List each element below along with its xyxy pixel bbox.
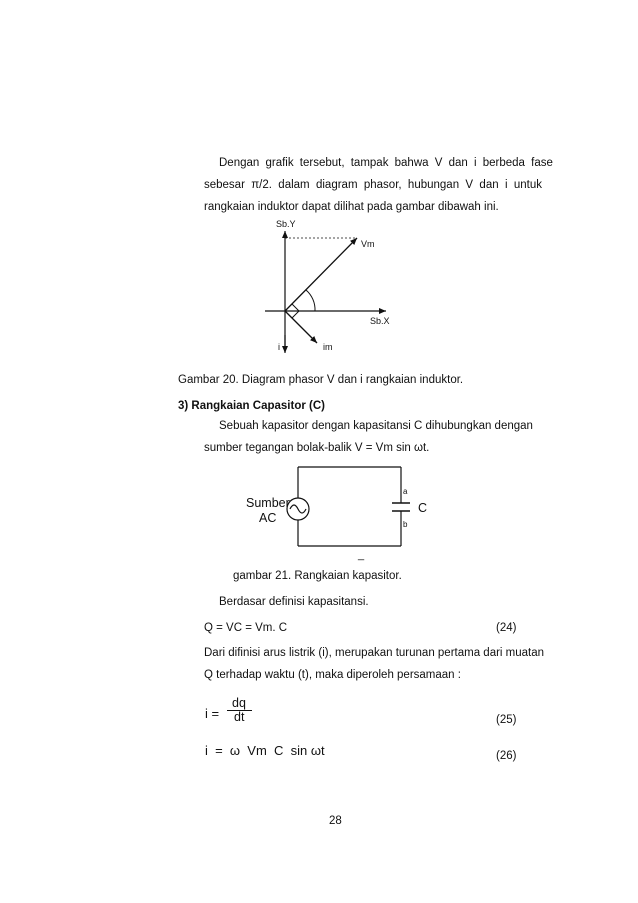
equation24: Q = VC = Vm. C — [204, 622, 288, 634]
paragraph1-line2: sebesar π/2. dalam diagram phasor, hubungan V dan i untuk — [204, 179, 542, 191]
equation24-number: (24) — [496, 622, 517, 634]
y-axis-label: Sb.Y — [276, 219, 296, 229]
paragraph1-line3: rangkaian induktor dapat dilihat pada gambar dibawah ini. — [204, 201, 499, 213]
equation25-number: (25) — [496, 714, 517, 726]
minus-sign: _ — [358, 549, 365, 561]
equation25-denominator: dt — [234, 710, 245, 724]
equation26-number: (26) — [496, 750, 517, 762]
source-label-1: Sumber — [246, 496, 290, 510]
plate-b-label: b — [403, 520, 408, 529]
paragraph4-line1: Dari difinisi arus listrik (i), merupakan turunan pertama dari muatan — [204, 647, 545, 659]
section-heading: 3) Rangkaian Capasitor (C) — [178, 400, 325, 412]
im-label: im — [323, 342, 333, 352]
page-number: 28 — [329, 815, 342, 827]
vm-label: Vm — [361, 239, 375, 249]
paragraph4-line2: Q terhadap waktu (t), maka diperoleh persamaan : — [204, 669, 461, 681]
x-axis-label: Sb.X — [370, 316, 390, 326]
paragraph2-line1: Sebuah kapasitor dengan kapasitansi C dihubungkan dengan — [219, 420, 533, 432]
capacitor-label: C — [418, 501, 428, 515]
paragraph2-line2: sumber tegangan bolak-balik V = Vm sin ωt. — [204, 442, 430, 454]
equation26: i = ω Vm C sin ωt — [205, 743, 325, 758]
equation25-lhs: i = — [205, 706, 220, 721]
plate-a-label: a — [403, 487, 408, 496]
equation25-numerator: dq — [232, 696, 246, 710]
paragraph3: Berdasar definisi kapasitansi. — [219, 596, 369, 608]
i-label: i — [278, 342, 280, 352]
figure20-caption: Gambar 20. Diagram phasor V dan i rangkaian induktor. — [178, 374, 464, 386]
source-label-2: AC — [259, 511, 277, 525]
paragraph1-line1: Dengan grafik tersebut, tampak bahwa V dan i berbeda fase — [219, 157, 553, 169]
figure21-caption: gambar 21. Rangkaian kapasitor. — [233, 570, 402, 582]
